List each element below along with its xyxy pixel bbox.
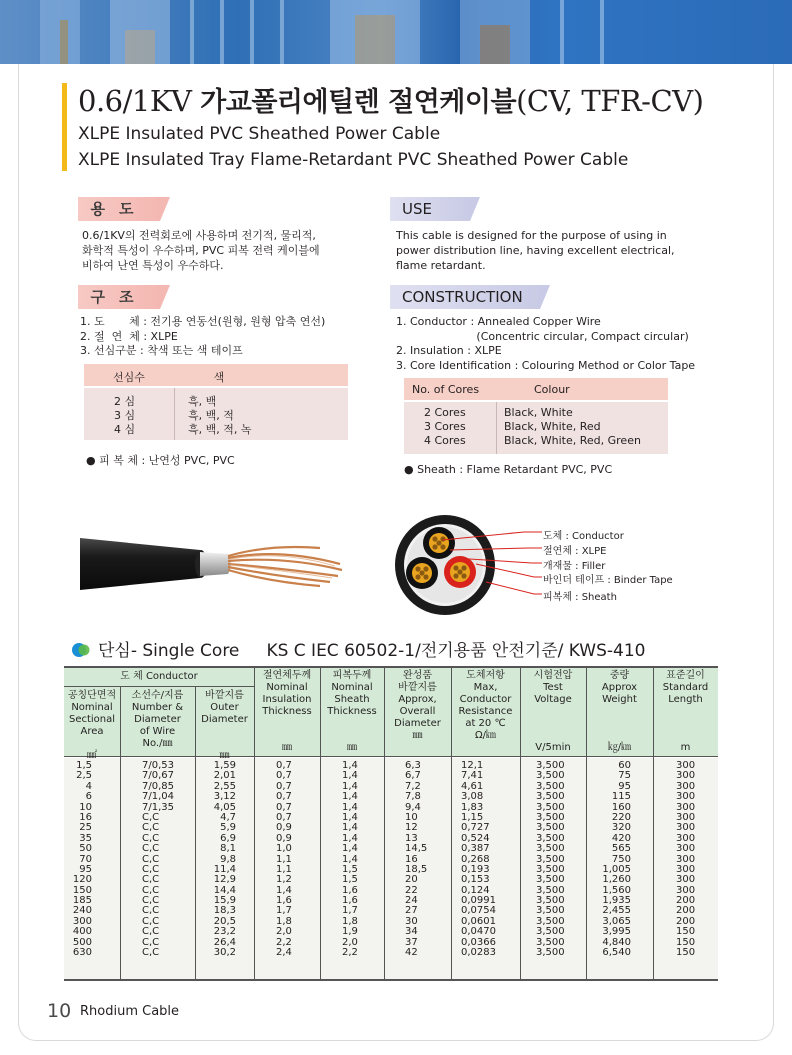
cell-resistance: 7,41 [461,770,484,782]
cell-sheath: 1,4 [342,801,358,813]
cell-resistance: 0,0601 [461,915,496,927]
cell-overall: 16 [405,853,418,865]
label-sheath: 피복체 : Sheath [543,592,617,603]
cross-section-diagram [394,510,684,620]
cell-resistance: 0,124 [461,884,490,896]
cell-weight: 3,065 [602,915,631,927]
cell-insulation: 1,7 [276,905,292,917]
cell-overall: 7,8 [405,791,421,803]
cell-weight: 4,840 [602,936,631,948]
cell-wire: C,C [142,832,160,844]
column-length [676,761,695,958]
cell-area: 4 [85,780,92,792]
column-resistance [461,761,496,958]
cell-wire: C,C [142,926,160,938]
cell-overall: 12 [405,822,418,834]
column-voltage [536,761,565,958]
cell-overall: 7,2 [405,780,421,792]
cell-weight: 115 [611,791,631,803]
cell-area: 630 [72,947,92,959]
core-colour-table-ko: 선심수 색 2 심 3 심 4 심 흑, 백 흑, 백, 적 흑, 백, 적, 녹 [84,364,348,440]
cell-wire: C,C [142,915,160,927]
cell-overall: 6,7 [405,770,421,782]
cell-outer: 2,55 [213,780,236,792]
cell-outer: 14,4 [213,884,236,896]
cell-sheath: 2,0 [342,936,358,948]
cell-insulation: 0,7 [276,801,292,813]
cell-sheath: 1,4 [342,780,358,792]
tab-construction-ko: 구조 [78,285,160,309]
use-ko-text: 0.6/1KV의 전력회로에 사용하며 전기적, 물리적, 화학적 특성이 우수하며, PVC 피복 전력 케이블에 비하여 난연 특성이 우수하다. [82,229,320,272]
cell-area: 16 [79,811,92,823]
cell-wire: C,C [142,905,160,917]
cell-resistance: 0,0470 [461,926,496,938]
header-wire: 소선수/지름 Number & Diameter of Wire No./㎜ [131,690,184,749]
header-area: 공칭단면적 Nominal Sectional Area ㎟ [67,690,117,761]
cell-sheath: 1,4 [342,843,358,855]
cell-weight: 75 [618,770,631,782]
use-en-text: This cable is designed for the purpose of using in power distribution line, having excellent electrical, flame retardant. [396,229,675,272]
cell-outer: 4,05 [213,801,236,813]
cell-voltage: 3,500 [536,760,565,771]
cell-insulation: 0,7 [276,770,292,782]
cell-resistance: 0,153 [461,874,490,886]
cell-insulation: 1,6 [276,895,292,907]
cell-resistance: 0,193 [461,863,490,875]
cell-voltage: 3,500 [536,947,565,959]
cell-outer: 12,9 [213,874,236,886]
cell-outer: 26,4 [213,936,236,948]
column-outer [214,761,236,958]
column-weight [602,761,631,958]
cell-wire: C,C [142,884,160,896]
cell-weight: 1,005 [602,863,631,875]
cell-area: 120 [72,874,92,886]
cell-voltage: 3,500 [536,801,565,813]
sheath-ko: ● 피 복 체 : 난연성 PVC, PVC [86,454,235,467]
cell-wire: C,C [142,811,160,823]
cell-area: 240 [72,905,92,917]
cell-length: 300 [676,801,696,813]
cell-area: 95 [79,863,92,875]
cell-voltage: 3,500 [536,832,565,844]
cell-outer: 9,8 [220,853,236,865]
cell-outer: 4,7 [220,811,236,823]
cell-sheath: 1,9 [342,926,358,938]
header-sheath: 피복두께 Nominal Sheath Thickness ㎜ [327,670,377,753]
sheath-en: ● Sheath : Flame Retardant PVC, PVC [404,463,613,476]
header-weight: 중량 Approx Weight ㎏/㎞ [601,670,638,753]
cell-voltage: 3,500 [536,811,565,823]
cell-sheath: 1,5 [342,863,358,875]
cell-area: 1,5 [76,760,92,771]
cell-area: 400 [72,926,92,938]
cell-sheath: 1,5 [342,874,358,886]
cell-wire: C,C [142,947,160,959]
cell-length: 300 [676,874,696,886]
cell-voltage: 3,500 [536,905,565,917]
cell-insulation: 1,8 [276,915,292,927]
header-insulation: 절연체두께 Nominal Insulation Thickness ㎜ [262,670,312,753]
cell-weight: 220 [611,811,631,823]
cell-length: 300 [676,863,696,875]
cell-overall: 22 [405,884,418,896]
cell-wire: 7/1,35 [142,801,174,813]
cell-wire: C,C [142,843,160,855]
cell-wire: 7/0,53 [142,760,174,771]
column-insulation [276,761,292,958]
cell-wire: C,C [142,895,160,907]
cell-sheath: 1,4 [342,811,358,823]
header-overall: 완성품 바깥지름 Approx, Overall Diameter ㎜ [394,670,441,741]
cell-length: 200 [676,915,696,927]
cell-voltage: 3,500 [536,822,565,834]
cell-sheath: 1,6 [342,895,358,907]
spec-table [64,666,718,981]
footer-brand: Rhodium Cable [80,1004,180,1019]
cell-length: 300 [676,884,696,896]
cell-voltage: 3,500 [536,926,565,938]
cell-voltage: 3,500 [536,884,565,896]
cell-outer: 6,9 [220,832,236,844]
cell-outer: 20,5 [213,915,236,927]
cell-weight: 750 [611,853,631,865]
core-colour-table-en: No. of Cores Colour 2 Cores 3 Cores 4 Cores Black, White Black, White, Red Black, White, Red, Green [404,378,668,454]
cell-resistance: 4,61 [461,780,484,792]
cell-area: 300 [72,915,92,927]
cell-outer: 15,9 [213,895,236,907]
cell-sheath: 1,4 [342,832,358,844]
cell-insulation: 0,7 [276,780,292,792]
cell-resistance: 1,83 [461,801,484,813]
cell-voltage: 3,500 [536,770,565,782]
header-resistance: 도체저항 Max, Conductor Resistance at 20 ℃ Ω/㎞ [458,670,513,741]
cell-insulation: 2,0 [276,926,292,938]
cell-outer: 23,2 [213,926,236,938]
cell-overall: 37 [405,936,418,948]
cell-insulation: 0,7 [276,791,292,803]
cell-overall: 9,4 [405,801,421,813]
subtitle-1: XLPE Insulated PVC Sheathed Power Cable [78,124,441,144]
cell-area: 25 [79,822,92,834]
tab-construction-en: CONSTRUCTION [390,285,540,309]
cell-wire: C,C [142,853,160,865]
cell-outer: 8,1 [220,843,236,855]
subtitle-2: XLPE Insulated Tray Flame-Retardant PVC Sheathed Power Cable [78,150,629,170]
cell-wire: 7/0,67 [142,770,174,782]
cell-resistance: 0,524 [461,832,490,844]
cell-area: 35 [79,832,92,844]
cell-voltage: 3,500 [536,936,565,948]
column-wire [142,761,174,958]
cell-resistance: 0,268 [461,853,490,865]
cell-sheath: 1,6 [342,884,358,896]
cell-resistance: 0,0283 [461,947,496,959]
cell-overall: 10 [405,811,418,823]
cell-area: 150 [72,884,92,896]
cell-sheath: 1,4 [342,760,358,771]
cell-wire: C,C [142,863,160,875]
label-filler: 개재물 : Filler [543,561,606,572]
cell-length: 150 [676,926,696,938]
cell-area: 70 [79,853,92,865]
cell-length: 300 [676,811,696,823]
cell-weight: 320 [611,822,631,834]
cell-insulation: 1,4 [276,884,292,896]
cell-weight: 565 [611,843,631,855]
cell-outer: 2,01 [213,770,236,782]
cell-weight: 1,560 [602,884,631,896]
cell-insulation: 2,2 [276,936,292,948]
page-number: 10 [47,1000,72,1022]
construction-ko-list: 1. 도 체 : 전기용 연동선(원형, 원형 압축 연선) 2. 절 연 체 : XLPE 3. 선심구분 : 착색 또는 색 테이프 [80,315,326,357]
cell-insulation: 1,1 [276,863,292,875]
cell-resistance: 1,15 [461,811,484,823]
cell-voltage: 3,500 [536,791,565,803]
cell-length: 200 [676,905,696,917]
cell-wire: C,C [142,822,160,834]
header-outer: 바깥지름 Outer Diameter ㎜ [201,690,248,761]
cell-resistance: 0,0366 [461,936,496,948]
cell-insulation: 0,7 [276,811,292,823]
cell-weight: 1,935 [602,895,631,907]
cell-overall: 34 [405,926,418,938]
cell-overall: 24 [405,895,418,907]
cell-resistance: 0,0754 [461,905,496,917]
cell-length: 150 [676,936,696,948]
cell-insulation: 0,7 [276,760,292,771]
label-conductor: 도체 : Conductor [543,531,624,542]
cell-resistance: 0,387 [461,843,490,855]
cell-weight: 160 [611,801,631,813]
cable-photo [80,528,350,598]
cell-outer: 5,9 [220,822,236,834]
cell-length: 300 [676,760,696,771]
cell-length: 300 [676,822,696,834]
cell-overall: 6,3 [405,760,421,771]
cell-overall: 30 [405,915,418,927]
cell-voltage: 3,500 [536,853,565,865]
column-area [73,761,92,958]
cell-outer: 3,12 [213,791,236,803]
construction-en-list: 1. Conductor : Annealed Copper Wire (Concentric circular, Compact circular) 2. Insulation : XLPE 3. Core Identification : Colouring Method or Color Tape [396,315,696,372]
tab-use-en: USE [390,197,470,221]
cell-area: 10 [79,801,92,813]
cell-voltage: 3,500 [536,863,565,875]
cell-area: 50 [79,843,92,855]
cell-insulation: 0,9 [276,832,292,844]
cell-insulation: 2,4 [276,947,292,959]
cell-length: 300 [676,780,696,792]
cell-insulation: 0,9 [276,822,292,834]
cell-weight: 60 [618,760,631,771]
cell-weight: 95 [618,780,631,792]
cell-overall: 13 [405,832,418,844]
cell-weight: 1,260 [602,874,631,886]
cell-length: 150 [676,947,696,959]
label-binder-tape: 바인더 테이프 : Binder Tape [543,575,673,586]
section-single-core: 단심- Single Core KS C IEC 60502-1/전기용품 안전기준/ KWS-410 [72,636,645,661]
cell-voltage: 3,500 [536,780,565,792]
cell-length: 300 [676,853,696,865]
cell-voltage: 3,500 [536,843,565,855]
cell-sheath: 1,7 [342,905,358,917]
header-banner-image [0,0,792,64]
cell-weight: 420 [611,832,631,844]
tab-use-ko: 용도 [78,197,160,221]
cell-resistance: 0,0991 [461,895,496,907]
cell-area: 6 [85,791,92,803]
cell-voltage: 3,500 [536,915,565,927]
cell-resistance: 3,08 [461,791,484,803]
cell-weight: 6,540 [602,947,631,959]
cell-overall: 14,5 [405,843,428,855]
cell-insulation: 1,1 [276,853,292,865]
cell-outer: 1,59 [213,760,236,771]
cell-wire: C,C [142,874,160,886]
cell-length: 300 [676,832,696,844]
cell-wire: 7/0,85 [142,780,174,792]
cell-outer: 30,2 [213,947,236,959]
cell-resistance: 12,1 [461,760,484,771]
cell-length: 300 [676,770,696,782]
label-insulation: 절연체 : XLPE [543,546,607,557]
cell-length: 300 [676,843,696,855]
cell-sheath: 2,2 [342,947,358,959]
header-length: 표준길이 Standard Length m [662,670,709,753]
cell-outer: 11,4 [213,863,236,875]
section-dot-icon [72,642,88,658]
cell-length: 200 [676,895,696,907]
cell-resistance: 0,727 [461,822,490,834]
cell-area: 500 [72,936,92,948]
column-sheath [342,761,358,958]
cell-sheath: 1,4 [342,791,358,803]
cell-sheath: 1,4 [342,770,358,782]
cell-wire: 7/1,04 [142,791,174,803]
title-accent-bar [62,83,67,171]
header-conductor-group: 도 체 Conductor [120,671,198,682]
cell-sheath: 1,4 [342,853,358,865]
cell-overall: 27 [405,905,418,917]
column-overall [405,761,427,958]
header-voltage: 시험전압 Test Voltage V/5min [533,670,573,753]
cell-length: 300 [676,791,696,803]
cell-wire: C,C [142,936,160,948]
cell-overall: 20 [405,874,418,886]
cell-overall: 18,5 [405,863,428,875]
cell-insulation: 1,0 [276,843,292,855]
cell-outer: 18,3 [213,905,236,917]
cell-insulation: 1,2 [276,874,292,886]
cell-weight: 3,995 [602,926,631,938]
page-title: 0.6/1KV 가교폴리에틸렌 절연케이블(CV, TFR-CV) [78,84,704,118]
cell-overall: 42 [405,947,418,959]
cell-sheath: 1,8 [342,915,358,927]
cell-sheath: 1,4 [342,822,358,834]
cell-area: 2,5 [76,770,92,782]
cell-weight: 2,455 [602,905,631,917]
cell-voltage: 3,500 [536,874,565,886]
cell-voltage: 3,500 [536,895,565,907]
cell-area: 185 [72,895,92,907]
